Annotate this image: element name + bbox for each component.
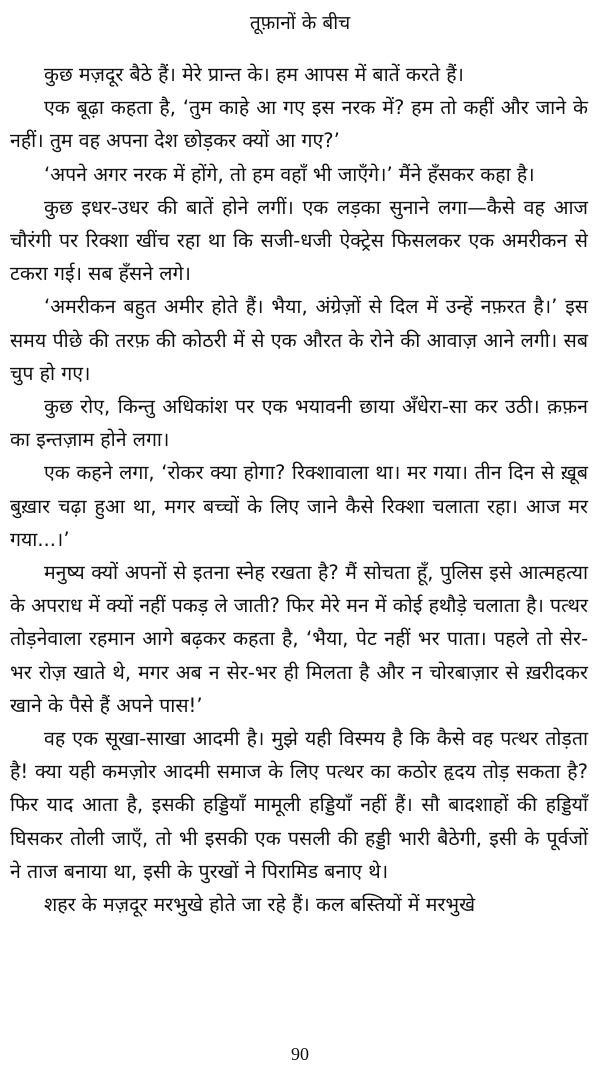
paragraph: वह एक सूखा-साखा आदमी है। मुझे यही विस्मय है कि कैसे वह पत्थर तोड़ता है! क्या यही कमज़ोर आदमी समाज के लिए पत्थर का कठोर हृदय तोड़ सकता है? फिर याद आता है, इसकी हड्डियाँ मामूली हड्डियाँ नहीं हैं। सौ बादशाहों की हड्डियाँ घिसकर तोली जाएँ, तो भी इसकी एक पसली की हड्डी भारी बैठेगी, इसी के पूर्वजों ने ताज बनाया था, इसी के पुरखों ने पिरामिड बनाए थे। bbox=[10, 727, 588, 883]
paragraph: ‘अमरीकन बहुत अमीर होते हैं। भैया, अंग्रेज़ों से दिल में उन्हें नफ़रत है।’ इस समय पीछे की तरफ़ की कोठरी में से एक औरत के रोने की आवाज़ आने लगी। सब चुप हो गए। bbox=[10, 295, 588, 385]
paragraph: कुछ रोए, किन्तु अधिकांश पर एक भयावनी छाया अँधेरा-सा कर उठी। क़फ़न का इन्तज़ाम होने लगा। bbox=[10, 395, 588, 452]
running-head-title: तूफ़ानों के बीच bbox=[249, 12, 351, 34]
paragraph: कुछ मज़दूर बैठे हैं। मेरे प्रान्त के। हम आपस में बातें करते हैं। bbox=[44, 63, 464, 86]
paragraph: ‘अपने अगर नरक में होंगे, तो हम वहाँ भी जाएँगे।’ मैंने हँसकर कहा है। bbox=[44, 162, 535, 186]
page-number: 90 bbox=[291, 1044, 309, 1064]
paragraph: एक बूढ़ा कहता है, ‘तुम काहे आ गए इस नरक में? हम तो कहीं और जाने के नहीं। तुम वह अपना देश छोड़कर क्यों आ गए?’ bbox=[10, 96, 588, 153]
paragraph: एक कहने लगा, ‘रोकर क्या होगा? रिक्शावाला था। मर गया। तीन दिन से ख़ूब बुख़ार चढ़ा हुआ था, मगर बच्चों के लिए जाने कैसे रिक्शा चलाता रहा। आज मर गया...।’ bbox=[10, 461, 588, 551]
paragraph: शहर के मज़दूर मरभुखे होते जा रहे हैं। कल बस्तियों में मरभुखे bbox=[44, 893, 476, 917]
paragraph: कुछ इधर-उधर की बातें होने लगीं। एक लड़का सुनाने लगा—कैसे वह आज चौरंगी पर रिक्शा खींच रहा था कि सजी-धजी ऐक्ट्रेस फिसलकर एक अमरीकन से टकरा गई। सब हँसने लगे। bbox=[10, 195, 588, 286]
paragraph: मनुष्य क्यों अपनों से इतना स्नेह रखता है? मैं सोचता हूँ, पुलिस इसे आत्महत्या के अपराध में क्यों नहीं पकड़ ले जाती? फिर मेरे मन में कोई हथौड़े चलाता है। पत्थर तोड़नेवाला रहमान आगे बढ़कर कहता है, ‘भैया, पेट नहीं भर पाता। पहले तो सेर-भर रोज़ खाते थे, मगर अब न सेर-भर ही मिलता है और न चोरबाज़ार से ख़रीदकर खाने के पैसे हैं अपने पास!’ bbox=[10, 561, 588, 717]
body-text bbox=[10, 58, 588, 921]
